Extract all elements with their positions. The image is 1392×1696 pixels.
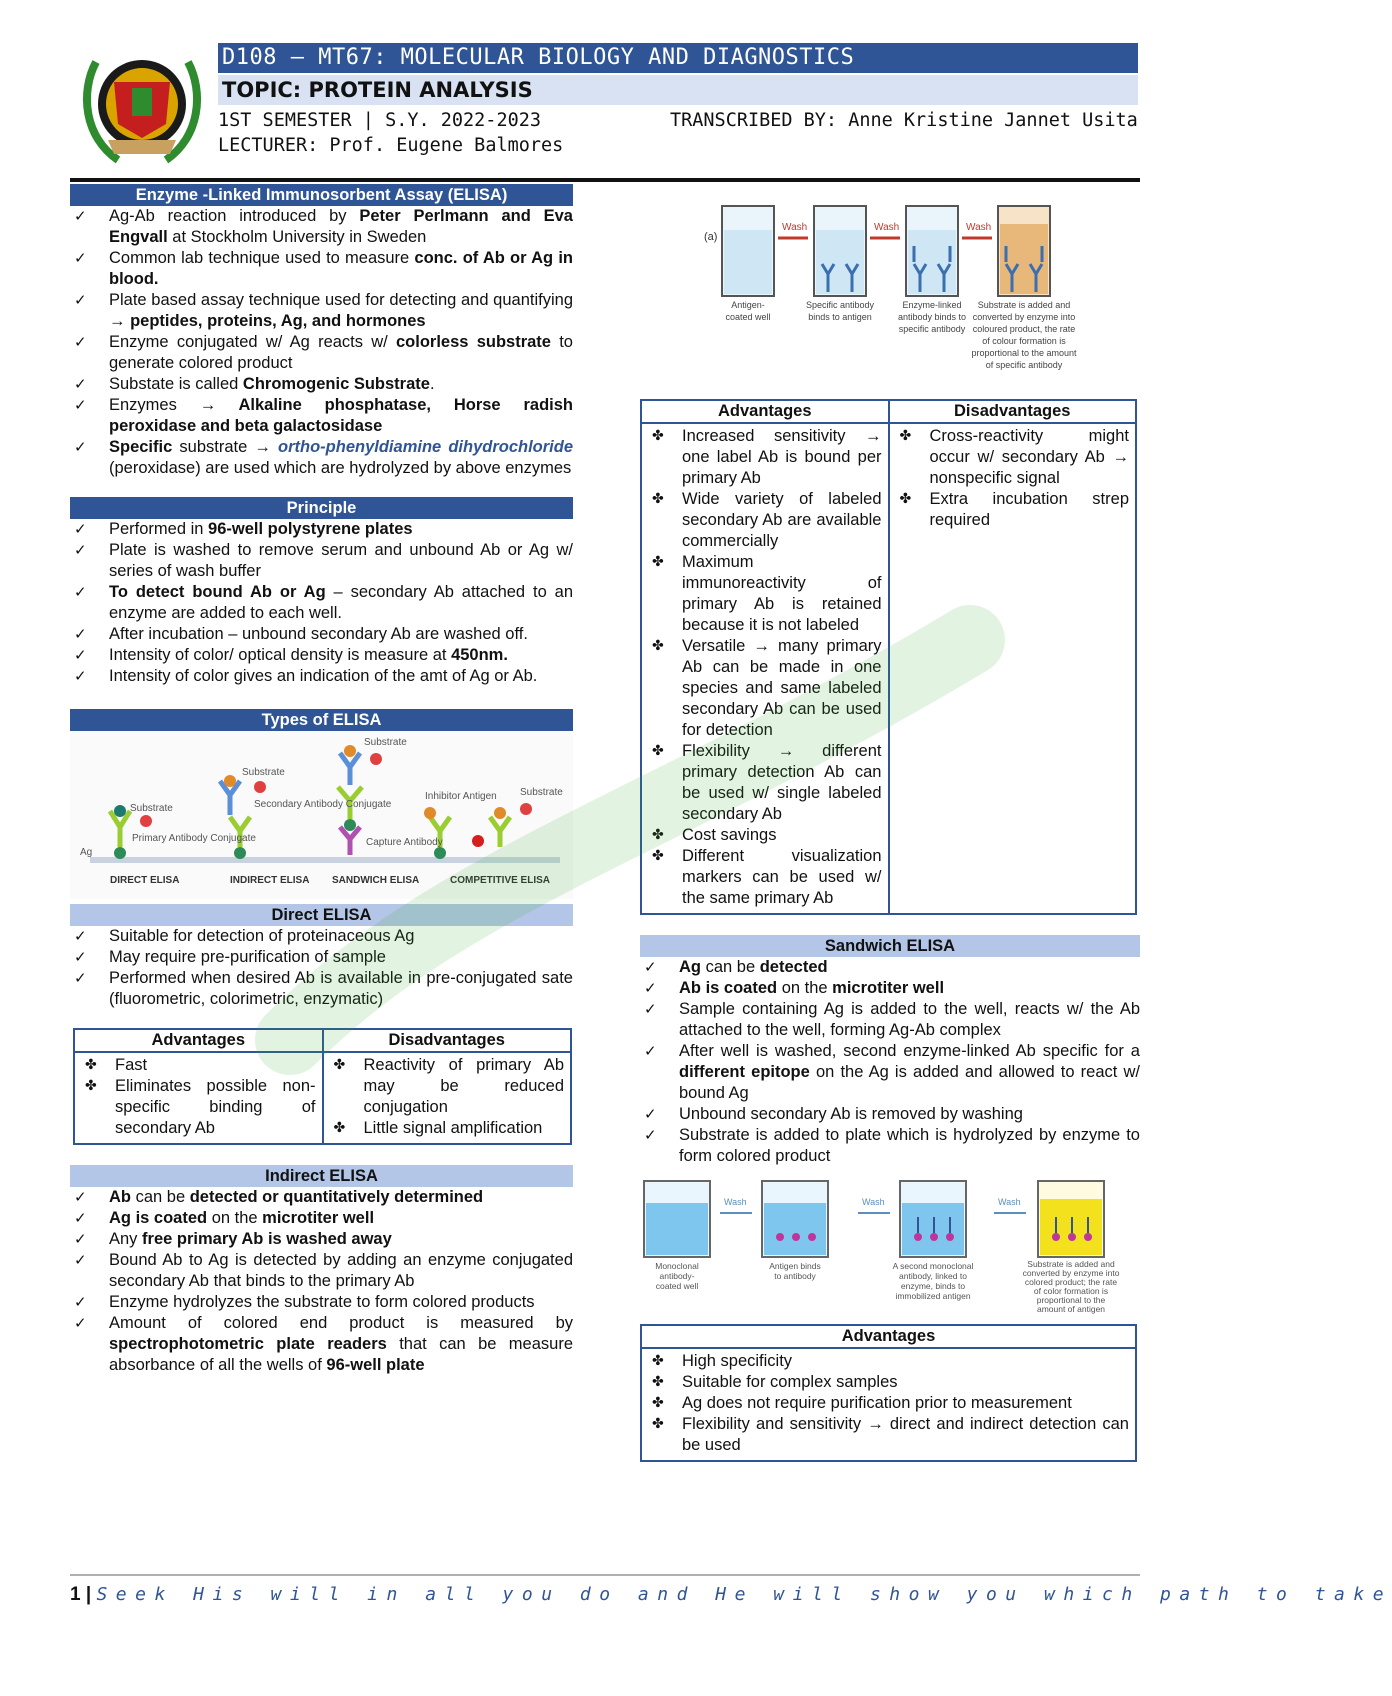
fig-caption: Primary Antibody Conjugate	[132, 833, 256, 844]
types-heading: Types of ELISA	[70, 709, 573, 731]
fig-caption: Substrate	[130, 803, 173, 814]
list-item: ✓ Suitable for detection of proteinaceous Ag	[70, 926, 573, 947]
direct-heading: Direct ELISA	[70, 904, 573, 926]
list-item: ✓ Substrate is added to plate which is hydrolyzed by enzyme to form colored product	[640, 1125, 1140, 1167]
list-item: ✓ Ag-Ab reaction introduced by Peter Perlmann and Eva Engvall at Stockholm University in Sweden	[70, 206, 573, 248]
list-item: ✓ Amount of colored end product is measured by spectrophotometric plate readers that can be measure absorbance of all the wells of 96-well plate	[70, 1313, 573, 1376]
list-item: ✤ Different visualization markers can be used w/ the same primary Ab	[646, 846, 882, 909]
list-item: ✤ Cross-reactivity might occur w/ secondary Ab → nonspecific signal	[894, 426, 1130, 489]
fig-caption: enzyme, binds to	[900, 1281, 966, 1291]
list-item: ✓ Enzyme hydrolyzes the substrate to form colored products	[70, 1292, 573, 1313]
list-item: ✓ Ab can be detected or quantitatively determined	[70, 1187, 573, 1208]
list-item: ✤ Reactivity of primary Ab may be reduced conjugation	[328, 1055, 565, 1118]
fig-caption: of color formation is	[1033, 1286, 1109, 1296]
fig-caption: antibody, linked to	[899, 1271, 967, 1281]
fig-caption: Antigen binds	[769, 1261, 821, 1271]
fig-caption: coloured product, the rate	[972, 324, 1076, 334]
fig-caption: Ag	[80, 847, 93, 858]
semester-line	[218, 110, 541, 131]
list-item: ✓ Intensity of color gives an indication of the amt of Ag or Ab.	[70, 666, 573, 687]
fig-caption: Secondary Antibody Conjugate	[254, 799, 392, 810]
left-column	[70, 184, 573, 1376]
figure-marker: (a)	[704, 231, 718, 243]
sandwich-list	[640, 957, 1140, 1167]
wash-label: Wash	[782, 222, 808, 233]
plate-surface	[90, 857, 560, 863]
list-item: ✓ Bound Ab to Ag is detected by adding an enzyme conjugated secondary Ab that binds to the primary Ab	[70, 1250, 573, 1292]
well-substrate-colored	[1038, 1181, 1104, 1257]
wash-label: Wash	[874, 222, 900, 233]
fig-caption: Enzyme-linked	[902, 300, 962, 310]
transcribed-label: TRANSCRIBED BY:	[670, 110, 838, 131]
lecturer-label: LECTURER:	[218, 135, 319, 156]
indirect-elisa-steps-figure	[640, 184, 1140, 394]
footer-separator: |	[85, 1584, 92, 1605]
fig-label: INDIRECT ELISA	[230, 875, 310, 886]
well-enzyme-linked	[906, 206, 958, 296]
list-item: ✤ Suitable for complex samples	[646, 1372, 1129, 1393]
elisa-list	[70, 206, 573, 479]
wash-label: Wash	[966, 222, 992, 233]
footer	[70, 1584, 1392, 1606]
topic-title: TOPIC: PROTEIN ANALYSIS	[218, 75, 1138, 105]
indirect-list	[70, 1187, 573, 1376]
adv-header: Advantages	[74, 1029, 323, 1052]
fig-caption: Capture Antibody	[366, 837, 443, 848]
well-substrate	[998, 206, 1050, 296]
fig-caption: Substrate is added and	[977, 300, 1071, 310]
list-item: ✤ Little signal amplification	[328, 1118, 565, 1139]
fig-caption: antibody-	[659, 1271, 695, 1281]
fig-caption: Antigen-	[731, 300, 765, 310]
fig-caption: Substrate	[364, 737, 407, 748]
right-column	[640, 184, 1140, 1462]
dis-cell	[889, 423, 1137, 914]
fig-caption: converted by enzyme into	[1022, 1268, 1120, 1278]
list-item: ✓ Any free primary Ab is washed away	[70, 1229, 573, 1250]
types-of-elisa-figure	[70, 731, 573, 899]
fig-caption: specific antibody	[898, 324, 966, 334]
lecturer-line	[218, 135, 563, 156]
list-item: ✓ Enzymes → Alkaline phosphatase, Horse radish peroxidase and beta galactosidase	[70, 395, 573, 437]
fig-caption: immobilized antigen	[895, 1291, 971, 1301]
wash-label: Wash	[724, 1197, 747, 1207]
list-item: ✓ Substate is called Chromogenic Substrate.	[70, 374, 573, 395]
list-item: ✓ Performed when desired Ab is available in pre-conjugated sate (fluorometric, colorimetric, enzymatic)	[70, 968, 573, 1010]
well-monoclonal	[644, 1181, 710, 1257]
fig-caption: to antibody	[774, 1271, 816, 1281]
fig-caption: of colour formation is	[982, 336, 1066, 346]
transcriber: Anne Kristine Jannet Usita	[848, 110, 1138, 131]
adv-cell	[641, 1348, 1136, 1461]
list-item: ✓ After well is washed, second enzyme-linked Ab specific for a different epitope on the Ag is added and allowed to react w/ bound Ag	[640, 1041, 1140, 1104]
fig-caption: amount of antigen	[1036, 1304, 1106, 1314]
list-item: ✤ Maximum immunoreactivity of primary Ab is retained because it is not labeled	[646, 552, 882, 636]
list-item: ✓ Enzyme conjugated w/ Ag reacts w/ colorless substrate to generate colored product	[70, 332, 573, 374]
page-number: 1	[70, 1584, 81, 1605]
fig-caption: Substrate	[242, 767, 285, 778]
fig-caption: coated well	[725, 312, 771, 322]
fig-label: COMPETITIVE ELISA	[450, 875, 551, 886]
lecturer: Prof. Eugene Balmores	[329, 135, 564, 156]
fig-caption: proportional to the	[1036, 1295, 1106, 1305]
fig-caption: colored product; the rate	[1024, 1277, 1118, 1287]
course-title: D108 – MT67: MOLECULAR BIOLOGY AND DIAGNOSTICS	[218, 43, 1138, 73]
sandwich-table-wrap	[640, 1324, 1137, 1462]
fig-caption: coated well	[655, 1281, 699, 1291]
fig-caption: proportional to the amount	[971, 348, 1077, 358]
direct-list	[70, 926, 573, 1010]
dis-header: Disadvantages	[889, 400, 1137, 423]
list-item: ✤ Increased sensitivity → one label Ab is bound per primary Ab	[646, 426, 882, 489]
header-rule	[70, 178, 1140, 182]
fig-caption: A second monoclonal	[892, 1261, 974, 1271]
well-second-antibody	[900, 1181, 966, 1257]
direct-table	[73, 1028, 572, 1145]
well-antigen-binds	[762, 1181, 828, 1257]
list-item: ✤ Ag does not require purification prior to measurement	[646, 1393, 1129, 1414]
direct-table-wrap	[73, 1028, 572, 1145]
indirect-table	[640, 399, 1137, 915]
fig-caption: of specific antibody	[985, 360, 1063, 370]
list-item: ✤ Wide variety of labeled secondary Ab are available commercially	[646, 489, 882, 552]
list-item: ✤ Flexibility → different primary detection Ab can be used w/ single labeled secondary Ab	[646, 741, 882, 825]
adv-cell	[641, 423, 889, 914]
list-item: ✓ Ag is coated on the microtiter well	[70, 1208, 573, 1229]
list-item: ✓ Unbound secondary Ab is removed by washing	[640, 1104, 1140, 1125]
fig-caption: antibody binds to	[897, 312, 967, 322]
list-item: ✓ Specific substrate → ortho-phenyldiamine dihydrochloride (peroxidase) are used which are hydrolyzed by above enzymes	[70, 437, 573, 479]
list-item: ✓ Common lab technique used to measure conc. of Ab or Ag in blood.	[70, 248, 573, 290]
semester: 1ST SEMESTER | S.Y. 2022-2023	[218, 110, 542, 131]
list-item: ✓ Intensity of color/ optical density is measure at 450nm.	[70, 645, 573, 666]
list-item: ✓ After incubation – unbound secondary Ab are washed off.	[70, 624, 573, 645]
list-item: ✓ Ab is coated on the microtiter well	[640, 978, 1140, 999]
list-item: ✤ Fast	[79, 1055, 316, 1076]
list-item: ✤ Cost savings	[646, 825, 882, 846]
sandwich-table	[640, 1324, 1137, 1462]
sandwich-heading: Sandwich ELISA	[640, 935, 1140, 957]
indirect-table-wrap	[640, 399, 1137, 915]
list-item: ✤ Versatile → many primary Ab can be made in one species and same labeled secondary Ab can be used for detection	[646, 636, 882, 741]
well-antigen-coated	[722, 206, 774, 296]
list-item: ✤ Flexibility and sensitivity → direct and indirect detection can be used	[646, 1414, 1129, 1456]
footer-rule	[70, 1574, 1140, 1576]
adv-cell	[74, 1052, 323, 1144]
footer-motto: Seek His will in all you do and He will show you which path to take	[96, 1584, 1392, 1605]
fig-caption: Inhibitor Antigen	[425, 791, 497, 802]
college-seal-icon	[78, 42, 206, 170]
fig-label: SANDWICH ELISA	[332, 875, 420, 886]
adv-header: Advantages	[641, 1325, 1136, 1348]
list-item: ✤ High specificity	[646, 1351, 1129, 1372]
indirect-heading: Indirect ELISA	[70, 1165, 573, 1187]
list-item: ✓ Plate is washed to remove serum and unbound Ab or Ag w/ series of wash buffer	[70, 540, 573, 582]
elisa-heading: Enzyme -Linked Immunosorbent Assay (ELISA)	[70, 184, 573, 206]
fig-caption: converted by enzyme into	[972, 312, 1076, 322]
list-item: ✤ Eliminates possible non-specific binding of secondary Ab	[79, 1076, 316, 1139]
list-item: ✓ Plate based assay technique used for detecting and quantifying → peptides, proteins, Ag, and hormones	[70, 290, 573, 332]
transcriber-line	[670, 110, 1138, 131]
principle-list	[70, 519, 573, 687]
well-specific-antibody	[814, 206, 866, 296]
fig-caption: Monoclonal	[655, 1261, 699, 1271]
list-item: ✓ May require pre-purification of sample	[70, 947, 573, 968]
principle-heading: Principle	[70, 497, 573, 519]
list-item: ✓ Performed in 96-well polystyrene plates	[70, 519, 573, 540]
list-item: ✓ To detect bound Ab or Ag – secondary Ab attached to an enzyme are added to each well.	[70, 582, 573, 624]
list-item: ✓ Sample containing Ag is added to the well, reacts w/ the Ab attached to the well, forming Ag-Ab complex	[640, 999, 1140, 1041]
sandwich-elisa-steps-figure	[640, 1177, 1140, 1317]
adv-header: Advantages	[641, 400, 889, 423]
fig-label: DIRECT ELISA	[110, 875, 180, 886]
fig-caption: binds to antigen	[808, 312, 872, 322]
fig-caption: Substrate	[520, 787, 563, 798]
fig-caption: Specific antibody	[805, 300, 875, 310]
wash-label: Wash	[862, 1197, 885, 1207]
list-item: ✓ Ag can be detected	[640, 957, 1140, 978]
wash-label: Wash	[998, 1197, 1021, 1207]
list-item: ✤ Extra incubation strep required	[894, 489, 1130, 531]
dis-header: Disadvantages	[323, 1029, 572, 1052]
fig-caption: Substrate is added and	[1027, 1259, 1115, 1269]
dis-cell	[323, 1052, 572, 1144]
